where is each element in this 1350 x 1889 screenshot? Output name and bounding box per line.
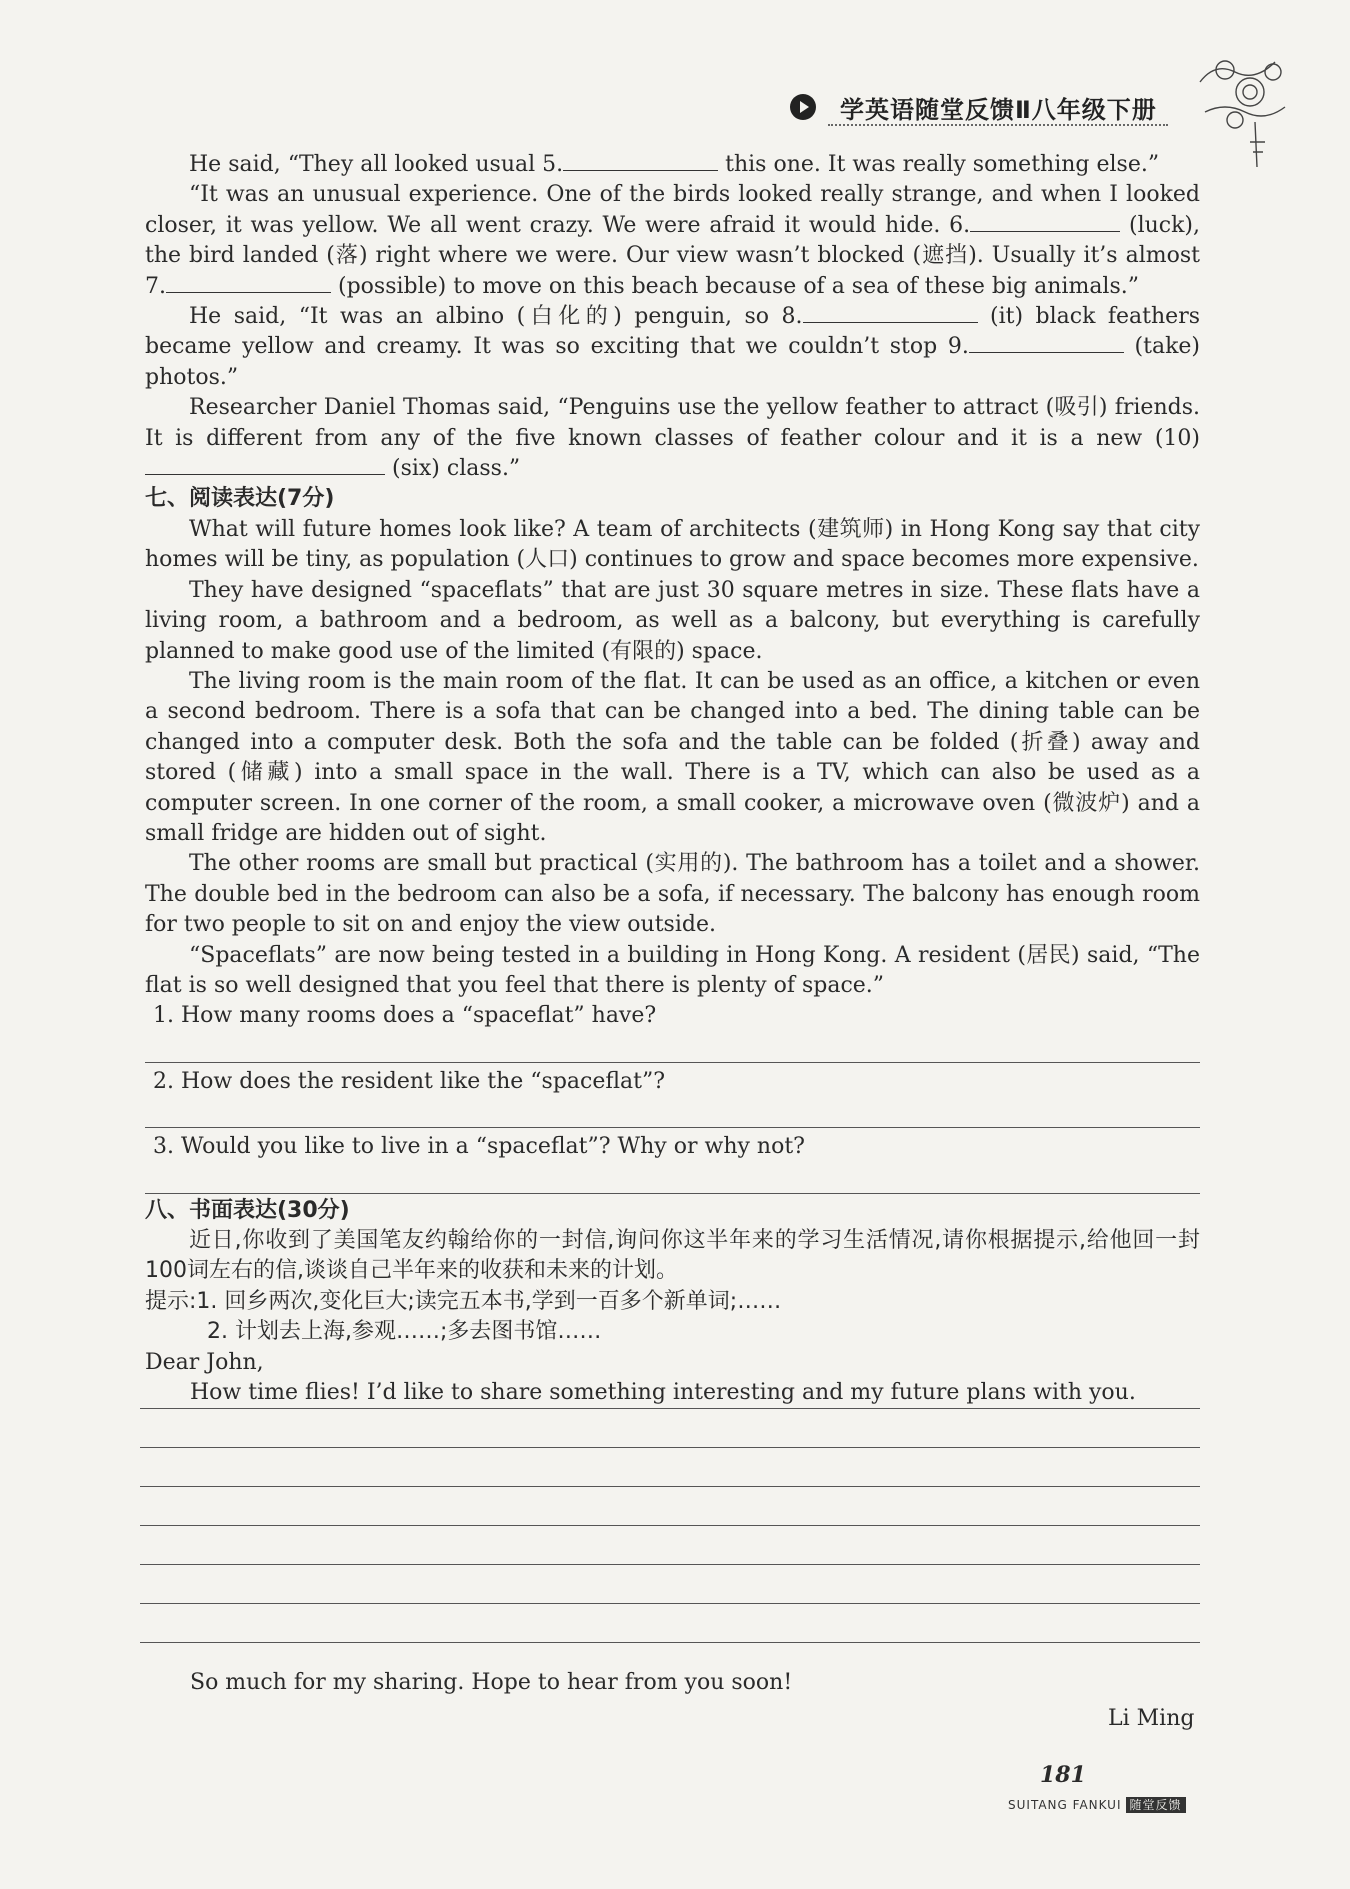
writing-line[interactable] [140, 1409, 1200, 1448]
page-body [145, 150, 1200, 1408]
question-2: 2. How does the resident like the “spaceflat”? [153, 1068, 666, 1094]
book-title: 学英语随堂反馈Ⅱ八年级下册 [840, 96, 1157, 124]
footer-tag: 随堂反馈 [1126, 1797, 1186, 1813]
page-number: 181 [1040, 1762, 1086, 1788]
question-1: 1. How many rooms does a “spaceflat” have? [153, 1003, 657, 1029]
header-dotted-rule [828, 124, 1168, 126]
story-paragraph [145, 150, 1200, 180]
blank-6[interactable] [970, 231, 1120, 232]
letter-salutation: Dear John, [145, 1349, 264, 1375]
writing-line[interactable] [140, 1526, 1200, 1565]
text-segment: He said, “It was an albino (白化的) penguin, so 8. [189, 304, 803, 330]
reading-paragraph: The other rooms are small but practical (实用的). The bathroom has a toilet and a shower. The double bed in the bedroom can also be a sofa, if necessary. The balcony has enough room for two people to sit on and enjoy the view outside. [145, 851, 1200, 938]
section-heading-writing: 八、书面表达(30分) [145, 1197, 350, 1223]
writing-line[interactable] [140, 1565, 1200, 1604]
reading-paragraph: What will future homes look like? A team of architects (建筑师) in Hong Kong say that city homes will be tiny, as population (人口) continues to grow and space becomes more expensive. [145, 516, 1200, 573]
letter-signature: Li Ming [1108, 1706, 1195, 1731]
text-segment: “It was an unusual experience. One of the birds looked really strange, and when I looked closer, it was yellow. We all went crazy. We were afraid it would hide. 6. [145, 182, 1200, 238]
blank-9[interactable] [969, 352, 1124, 353]
answer-line-2[interactable] [145, 1097, 1200, 1128]
writing-line[interactable] [140, 1448, 1200, 1487]
section-heading-reading: 七、阅读表达(7分) [145, 486, 335, 512]
text-segment: (six) class.” [385, 456, 521, 482]
text-segment: Researcher Daniel Thomas said, “Penguins use the yellow feather to attract (吸引) friends. It is different from any of the five known classes of feather colour and it is a new (10) [145, 395, 1200, 451]
text-segment: (take) photos.” [145, 334, 1200, 390]
writing-line[interactable] [140, 1487, 1200, 1526]
story-paragraph [145, 302, 1200, 393]
writing-instruction: 近日,你收到了美国笔友约翰给你的一封信,询问你这半年来的学习生活情况,请你根据提示,给他回一封100词左右的信,谈谈自己半年来的收获和未来的计划。 [145, 1228, 1200, 1284]
answer-line-3[interactable] [145, 1163, 1200, 1194]
blank-10[interactable] [145, 474, 385, 475]
reading-paragraph: The living room is the main room of the flat. It can be used as an office, a kitchen or even a second bedroom. There is a sofa that can be changed into a bed. The dining table can be changed into a computer desk. Both the sofa and the table can be folded (折叠) away and stored (储藏) into a small space in the wall. There is a TV, which can also be used as a computer screen. In one corner of the room, a small cooker, a microwave oven (微波炉) and a small fridge are hidden out of sight. [145, 668, 1200, 846]
letter-opening: How time flies! I’d like to share something interesting and my future plans with you. [190, 1380, 1136, 1406]
story-paragraph [145, 393, 1200, 484]
question-3: 3. Would you like to live in a “spaceflat”? Why or why not? [153, 1134, 805, 1160]
text-segment: this one. It was really something else.” [718, 152, 1160, 177]
reading-paragraph: “Spaceflats” are now being tested in a building in Hong Kong. A resident (居民) said, “The flat is so well designed that you feel that there is plenty of space.” [145, 942, 1200, 998]
answer-line-1[interactable] [145, 1032, 1200, 1063]
blank-5[interactable] [563, 170, 718, 171]
writing-hint-1: 提示:1. 回乡两次,变化巨大;读完五本书,学到一百多个新单词;…… [145, 1288, 782, 1314]
page-header [790, 88, 1230, 128]
writing-hint-2: 2. 计划去上海,参观……;多去图书馆…… [207, 1319, 602, 1345]
story-paragraph [145, 180, 1200, 302]
text-segment: (it) black feathers became yellow and creamy. It was so exciting that we couldn’t stop 9. [145, 304, 1201, 360]
floral-ornament-icon [1195, 52, 1290, 172]
writing-line[interactable] [140, 1604, 1200, 1643]
footer-brand [1008, 1796, 1186, 1813]
text-segment: (luck), the bird landed (落) right where we were. Our view wasn’t blocked (遮挡). Usually it’s almost 7. [145, 212, 1201, 299]
blank-8[interactable] [803, 322, 978, 323]
play-bullet-icon [790, 94, 816, 120]
text-segment: He said, “They all looked usual 5. [189, 152, 564, 177]
reading-paragraph: They have designed “spaceflats” that are just 30 square metres in size. These flats have a living room, a bathroom and a bedroom, as well as a balcony, but everything is carefully planned to make good use of the limited (有限的) space. [145, 577, 1200, 664]
writing-area[interactable] [140, 1370, 1200, 1643]
writing-line[interactable] [140, 1370, 1200, 1409]
text-segment: (possible) to move on this beach because of a sea of these big animals.” [331, 273, 1139, 299]
footer-brand-text: SUITANG FANKUI [1008, 1798, 1122, 1812]
blank-7[interactable] [166, 292, 331, 293]
letter-closing: So much for my sharing. Hope to hear from you soon! [190, 1670, 793, 1695]
